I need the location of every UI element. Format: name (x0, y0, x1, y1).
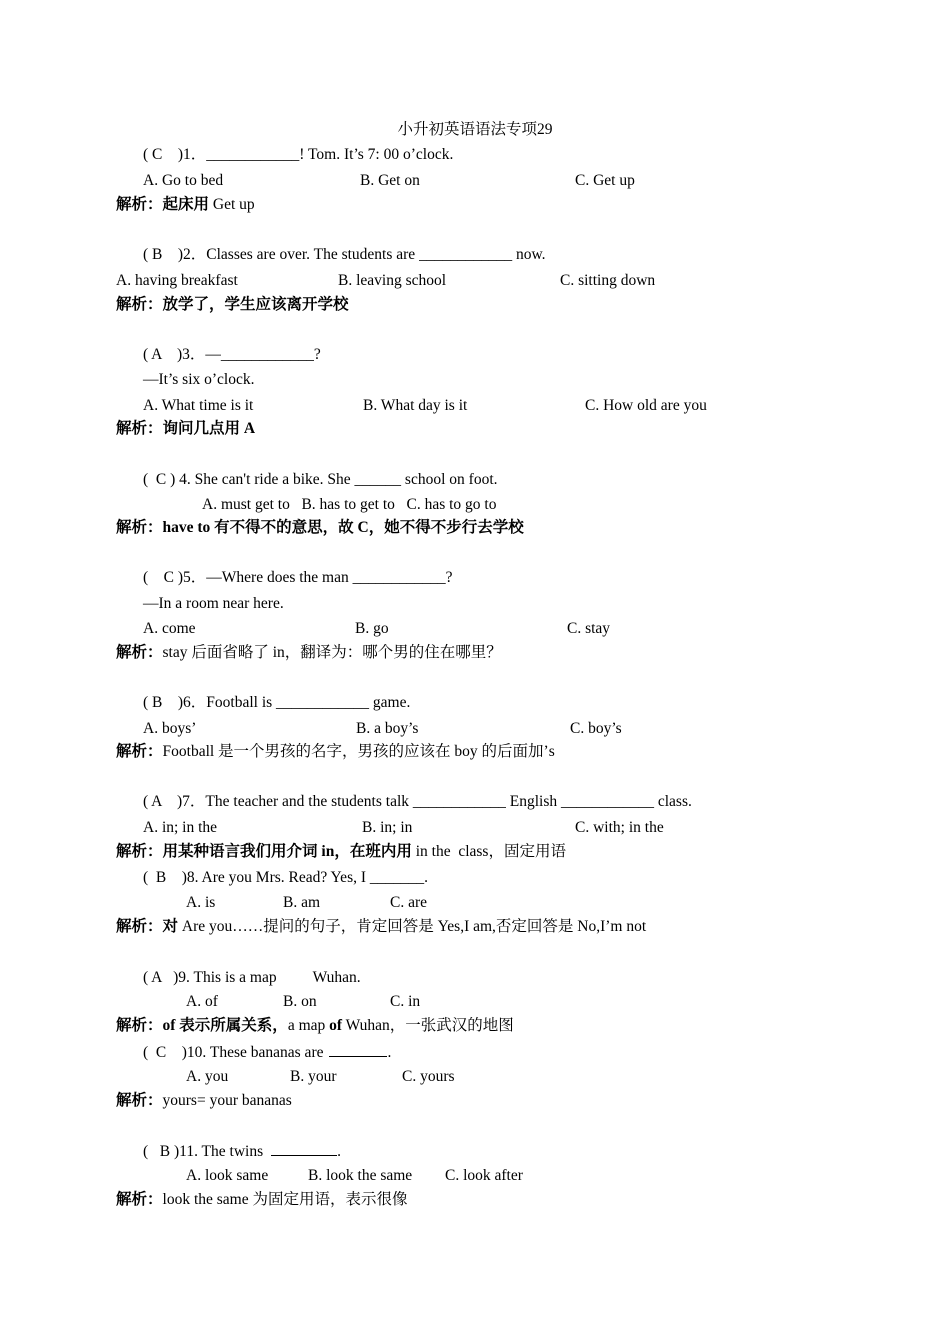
question-2-option-a: A. having breakfast (116, 272, 238, 289)
question-6-stem: ( B )6．Football is ____________ game. (143, 694, 411, 711)
question-8-option-b: B. am (283, 894, 321, 911)
question-8-option-a: A. is (186, 894, 216, 911)
question-10-stem (143, 1042, 391, 1063)
question-11-stem (143, 1141, 341, 1162)
question-7-option-a: A. in; in the (143, 819, 218, 836)
question-1-option-a: A. Go to bed (143, 172, 224, 189)
explanation-text: in the class，固定用语 (411, 843, 566, 860)
question-11-option-c: C. look after (445, 1167, 523, 1184)
question-1-option-b: B. Get on (360, 172, 420, 189)
explanation-label: 解析： (116, 196, 163, 213)
question-10-explanation (116, 1091, 292, 1111)
stem-end: Wuhan. (312, 969, 361, 986)
explanation-bold: of 表示所属关系， (162, 1017, 288, 1034)
question-7-option-c: C. with; in the (575, 819, 664, 836)
question-6-option-a: A. boys’ (143, 720, 197, 737)
question-5-explanation (116, 643, 502, 663)
explanation-text: Football 是一个男孩的名字，男孩的应该在 boy 的后面加’s (162, 743, 555, 760)
question-11-option-b: B. look the same (308, 1167, 413, 1184)
explanation-text: yours= your bananas (162, 1092, 292, 1109)
question-5-reply: —In a room near here. (143, 595, 284, 612)
explanation-label: 解析： (116, 843, 163, 860)
explanation-label: 解析： (116, 1017, 163, 1034)
question-11-option-a: A. look same (186, 1167, 269, 1184)
explanation-bold: 对 (162, 918, 179, 935)
explanation-text: look the same 为固定用语，表示很像 (162, 1191, 408, 1208)
question-1-explanation (116, 195, 255, 215)
question-3-reply: —It’s six o’clock. (143, 371, 255, 388)
question-3-option-b: B. What day is it (363, 397, 468, 414)
question-4-stem: ( C ) 4. She can't ride a bike. She ______ school on foot. (143, 471, 498, 488)
explanation-text-end: Wuhan，一张武汉的地图 (342, 1017, 514, 1034)
question-9-option-a: A. of (186, 993, 218, 1010)
question-3-explanation (116, 419, 255, 439)
question-6-option-c: C. boy’s (570, 720, 622, 737)
stem-end: . (387, 1044, 392, 1061)
question-3-option-a: A. What time is it (143, 397, 254, 414)
question-10-option-c: C. yours (402, 1068, 455, 1085)
explanation-label: 解析： (116, 1191, 163, 1208)
answer-blank (271, 1141, 337, 1156)
question-4-explanation (116, 518, 524, 538)
explanation-text: Are you……提问的句子，肯定回答是 Yes,I am,否定回答是 No,I’m not (178, 918, 647, 935)
question-3-option-c: C. How old are you (585, 397, 707, 414)
question-9-stem (143, 968, 361, 988)
question-2-option-c: C. sitting down (560, 272, 656, 289)
explanation-bold: 用某种语言我们用介词 in，在班内用 (162, 843, 412, 860)
question-1-stem: ( C )1．____________! Tom. It’s 7: 00 o’clock. (143, 146, 454, 163)
question-3-stem: ( A )3．—____________? (143, 346, 321, 363)
question-5-option-a: A. come (143, 620, 196, 637)
stem-start: ( A )9. This is a map (143, 969, 277, 986)
stem-end: . (337, 1143, 341, 1160)
question-10-option-b: B. your (290, 1068, 337, 1085)
question-7-stem: ( A )7．The teacher and the students talk ____________ English ____________ class. (143, 793, 692, 810)
explanation-label: 解析： (116, 743, 163, 760)
explanation-label: 解析： (116, 420, 163, 437)
question-2-stem: ( B )2．Classes are over. The students are ____________ now. (143, 246, 546, 263)
question-5-stem: ( C )5．—Where does the man ____________? (143, 569, 453, 586)
question-2-explanation (116, 295, 349, 315)
question-9-explanation (116, 1016, 514, 1036)
question-7-option-b: B. in; in (362, 819, 413, 836)
explanation-label: 解析： (116, 519, 163, 536)
explanation-label: 解析： (116, 1092, 163, 1109)
explanation-bold: 起床用 (162, 196, 210, 213)
answer-blank (329, 1042, 387, 1057)
question-4-options: A. must get to B. has to get to C. has to go to (202, 496, 497, 513)
explanation-text: a map (287, 1017, 330, 1034)
question-8-stem: ( B )8. Are you Mrs. Read? Yes, I _______. (143, 869, 429, 886)
question-2-option-b: B. leaving school (338, 272, 447, 289)
question-11-explanation (116, 1190, 407, 1210)
explanation-bold: 询问几点用 A (162, 420, 256, 437)
question-8-option-c: C. are (390, 894, 428, 911)
explanation-bold: have to 有不得不的意思，故 C，她不得不步行去学校 (162, 519, 524, 536)
explanation-label: 解析： (116, 918, 163, 935)
question-9-option-c: C. in (390, 993, 421, 1010)
explanation-bold: 放学了，学生应该离开学校 (162, 296, 349, 313)
question-10-option-a: A. you (186, 1068, 229, 1085)
explanation-label: 解析： (116, 644, 163, 661)
explanation-bold-of: of (329, 1017, 343, 1034)
question-5-option-b: B. go (355, 620, 389, 637)
explanation-text: Get up (209, 196, 255, 213)
stem-start: ( B )11. The twins (143, 1143, 264, 1160)
question-8-explanation (116, 917, 646, 937)
page-title: 小升初英语语法专项29 (397, 121, 553, 138)
question-7-explanation (116, 842, 566, 862)
stem-start: ( C )10. These bananas are (143, 1044, 324, 1061)
question-9-option-b: B. on (283, 993, 317, 1010)
question-5-option-c: C. stay (567, 620, 611, 637)
question-6-explanation (116, 742, 555, 762)
question-1-option-c: C. Get up (575, 172, 635, 189)
question-6-option-b: B. a boy’s (356, 720, 419, 737)
explanation-text: stay 后面省略了 in，翻译为：哪个男的住在哪里？ (162, 644, 502, 661)
explanation-label: 解析： (116, 296, 163, 313)
